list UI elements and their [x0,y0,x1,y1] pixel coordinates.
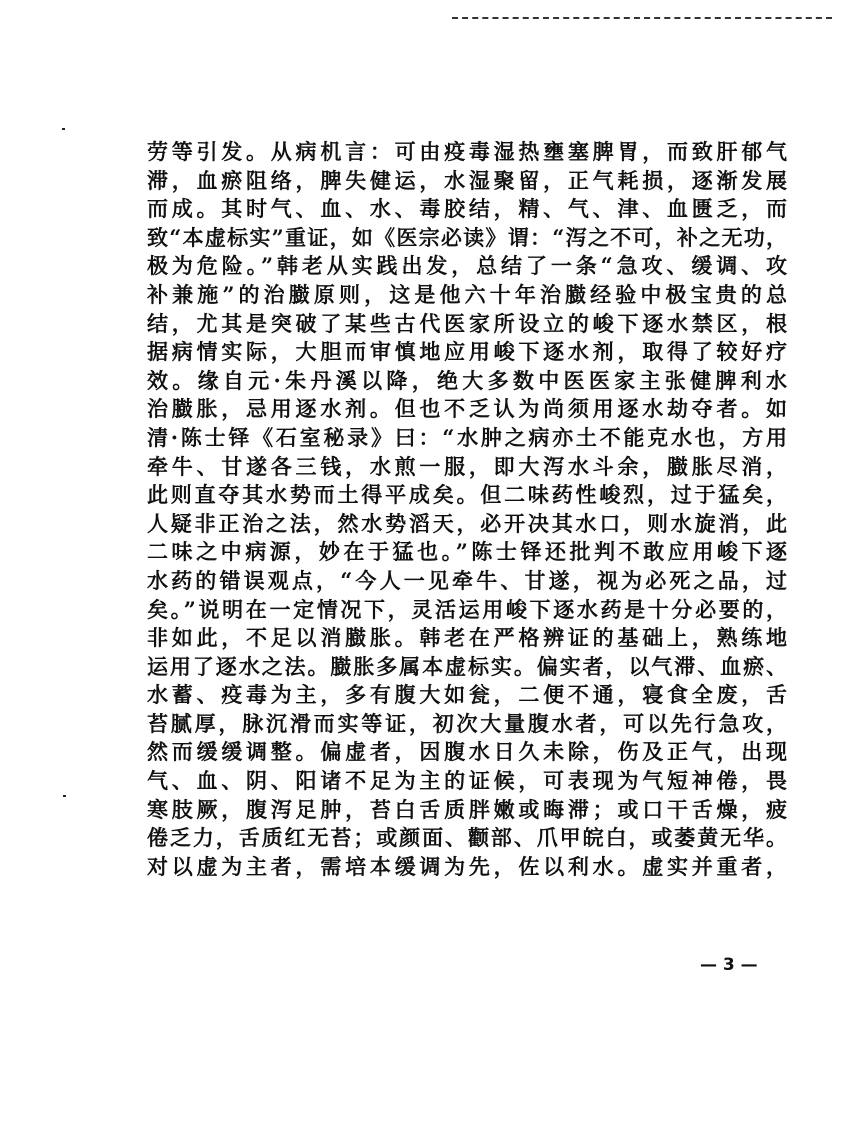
text-line: 运用了逐水之法。臌胀多属本虚标实。偏实者，以气滞、血瘀、 [147,653,787,679]
text-line: 此则直夺其水势而土得平成矣。但二味药性峻烈，过于猛矣， [147,482,787,508]
text-line: 苔腻厚，脉沉滑而实等证，初次大量腹水者，可以先行急攻， [147,710,787,736]
text-line: 清·陈士铎《石室秘录》曰：“水肿之病亦土不能克水也，方用 [147,424,787,450]
text-line: 倦乏力，舌质红无苔；或颜面、颧部、爪甲皖白，或萎黄无华。 [147,825,787,851]
text-line: 牵牛、甘遂各三钱，水煎一服，即大泻水斗余，臌胀尽消， [147,453,787,479]
text-line: 致“本虚标实”重证，如《医宗必读》谓：“泻之不可，补之无功， [147,224,787,250]
text-line: 治臌胀，忌用逐水剂。但也不乏认为尚须用逐水劫夺者。如 [147,396,787,422]
scan-speck [62,128,65,130]
scan-speck [63,795,66,797]
text-line: 矣。”说明在一定情况下，灵活运用峻下逐水药是十分必要的， [147,596,787,622]
text-line: 结，尤其是突破了某些古代医家所设立的峻下逐水禁区，根 [147,310,787,336]
page-number: — 3 — [700,955,758,975]
header-dashed-rule [452,17,832,19]
text-line: 气、血、阴、阳诸不足为主的证候，可表现为气短神倦，畏 [147,768,787,794]
text-line: 劳等引发。从病机言：可由疫毒湿热壅塞脾胃，而致肝郁气 [147,139,787,164]
text-line: 二味之中病源，妙在于猛也。”陈士铎还批判不敢应用峻下逐 [147,539,787,565]
text-line: 然而缓缓调整。偏虚者，因腹水日久未除，伤及正气，出现 [147,739,787,765]
text-line: 寒肢厥，腹泻足肿，苔白舌质胖嫩或晦滞；或口干舌燥，疲 [147,796,787,822]
text-line: 滞，血瘀阻络，脾失健运，水湿聚留，正气耗损，逐渐发展 [147,167,787,193]
text-line: 水蓄、疫毒为主，多有腹大如瓮，二便不通，寝食全废，舌 [147,682,787,708]
text-line: 人疑非正治之法，然水势滔天，必开决其水口，则水旋消，此 [147,510,787,536]
text-line: 据病情实际，大胆而审慎地应用峻下逐水剂，取得了较好疗 [147,339,787,365]
text-line: 效。缘自元·朱丹溪以降，绝大多数中医医家主张健脾利水 [147,367,787,393]
text-line: 补兼施”的治臌原则，这是他六十年治臌经验中极宝贵的总 [147,281,787,307]
text-line: 而成。其时气、血、水、毒胶结，精、气、津、血匮乏，而 [147,196,787,222]
text-line: 极为危险。”韩老从实践出发，总结了一条“急攻、缓调、攻 [147,253,787,279]
text-line: 对以虚为主者，需培本缓调为先，佐以利水。虚实并重者， [147,853,787,879]
text-line: 非如此，不足以消臌胀。韩老在严格辨证的基础上，熟练地 [147,625,787,651]
text-line: 水药的错误观点，“今人一见牵牛、甘遂，视为必死之品，过 [147,567,787,593]
body-text [147,138,787,881]
